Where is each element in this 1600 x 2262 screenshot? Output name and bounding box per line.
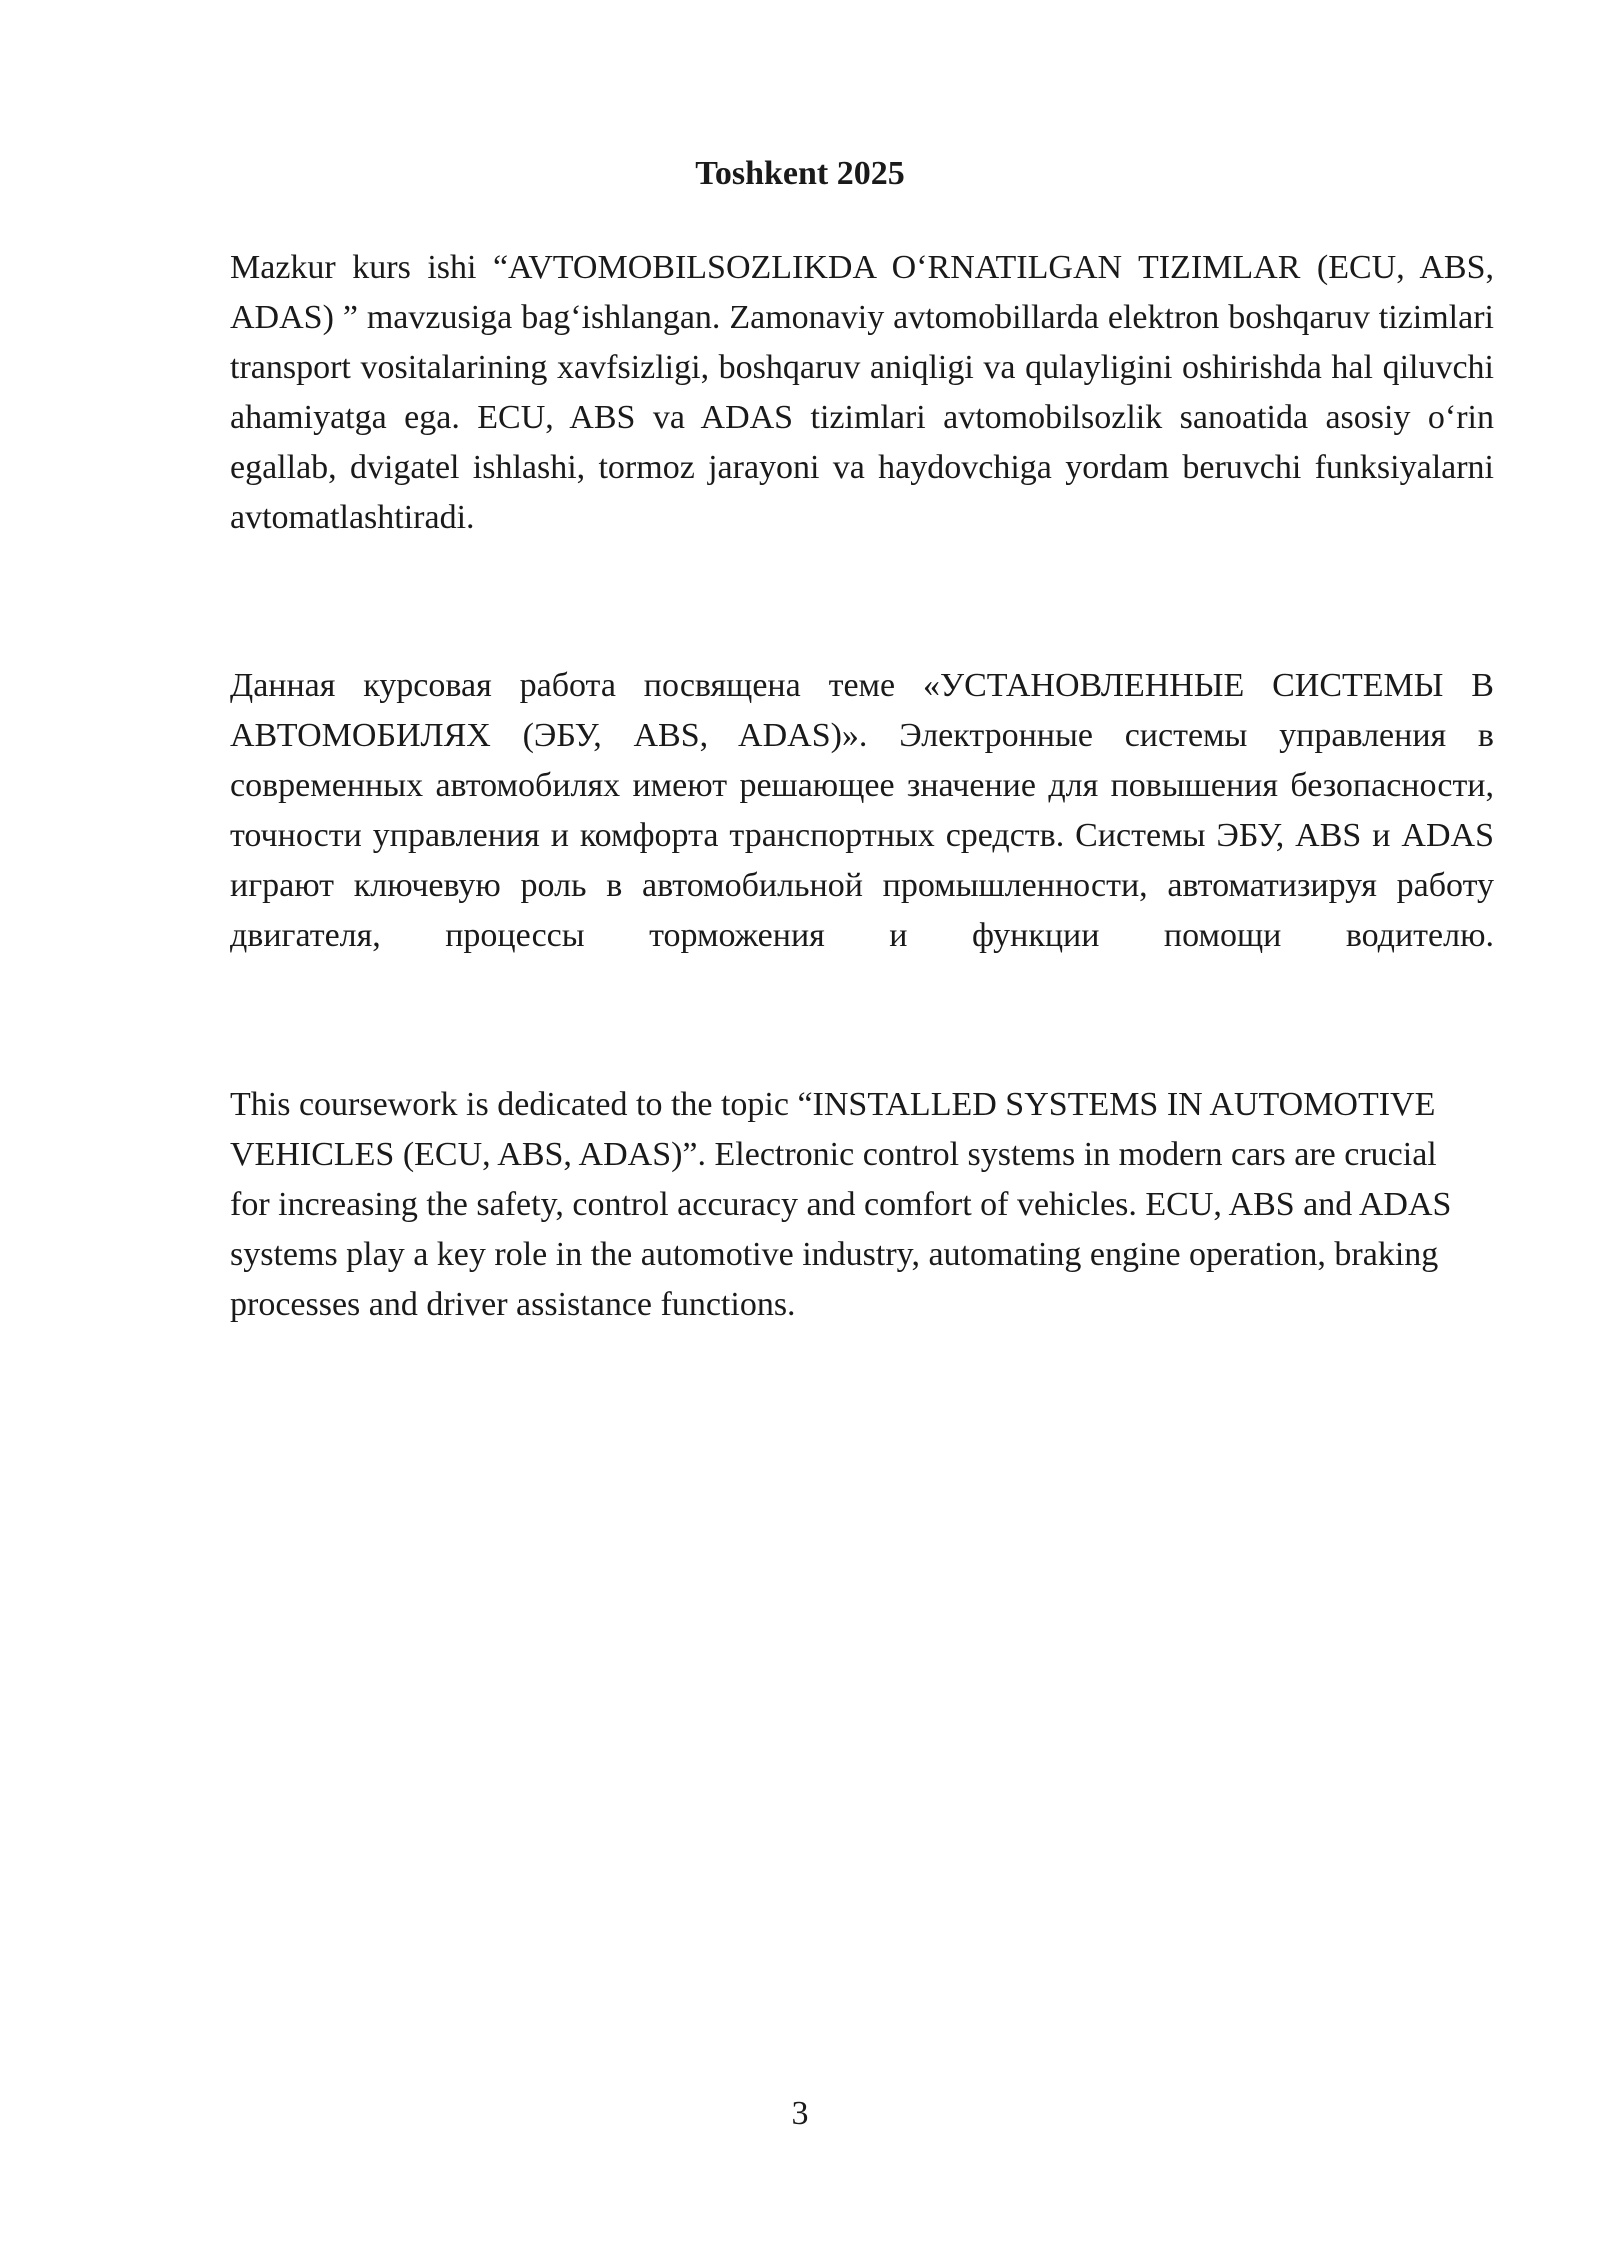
page-number: 3 <box>791 2095 809 2132</box>
city-year-heading: Toshkent 2025 <box>695 155 905 192</box>
abstract-russian: Данная курсовая работа посвящена теме «УСТАНОВЛЕННЫЕ СИСТЕМЫ В АВТОМОБИЛЯХ (ЭБУ, ABS, ADAS)». Электронные системы управления в современных автомобилях имеют решающее значение для повышения безопасности, точности управления и комфорта транспортных средств. Системы ЭБУ, ABS и ADAS играют ключевую роль в автомобильной промышленности, автоматизируя работу двигателя, процессы торможения и функции помощи водителю. <box>230 667 1494 954</box>
abstract-uzbek: Mazkur kurs ishi “AVTOMOBILSOZLIKDA O‘RNATILGAN TIZIMLAR (ECU, ABS, ADAS) ” mavzusiga bag‘ishlangan. Zamonaviy avtomobillarda elektron boshqaruv tizimlari transport vositalarining xavfsizligi, boshqaruv aniqligi va qulayligini oshirishda hal qiluvchi ahamiyatga ega. ECU, ABS va ADAS tizimlari avtomobilsozlik sanoatida asosiy o‘rin egallab, dvigatel ishlashi, tormoz jarayoni va haydovchiga yordam beruvchi funksiyalarni avtomatlashtiradi. <box>230 249 1494 536</box>
abstract-english: This coursework is dedicated to the topic “INSTALLED SYSTEMS IN AUTOMOTIVE VEHICLES (ECU, ABS, ADAS)”. Electronic control systems in modern cars are crucial for increasing the safety, control accuracy and comfort of vehicles. ECU, ABS and ADAS systems play a key role in the automotive industry, automating engine operation, braking processes and driver assistance functions. <box>230 1086 1452 1323</box>
